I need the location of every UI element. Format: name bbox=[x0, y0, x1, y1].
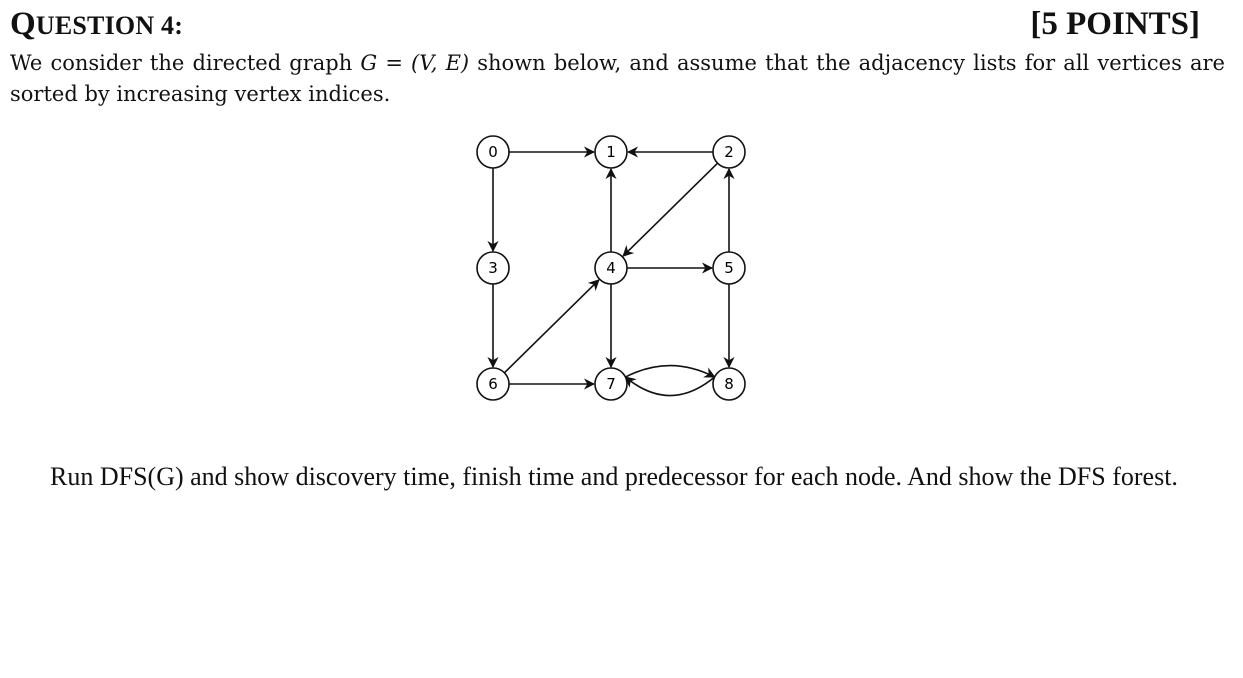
graph-node-4 bbox=[595, 252, 627, 284]
edge-7-to-8 bbox=[625, 366, 714, 378]
graph-node-1 bbox=[595, 136, 627, 168]
graph-node-7 bbox=[595, 368, 627, 400]
question-title-rest: UESTION 4: bbox=[35, 11, 184, 40]
graph-node-6 bbox=[477, 368, 509, 400]
node-label-6: 6 bbox=[488, 375, 498, 393]
question-title-initial: Q bbox=[10, 6, 36, 42]
node-label-4: 4 bbox=[606, 259, 616, 277]
graph-node-0 bbox=[477, 136, 509, 168]
node-label-0: 0 bbox=[488, 143, 498, 161]
edge-6-to-4 bbox=[504, 280, 598, 373]
node-label-7: 7 bbox=[606, 375, 616, 393]
intro-text-2: shown below, and assume that the adjacency lists for all vertices are sorted by increasing vertex indices. bbox=[10, 51, 1225, 106]
edge-2-to-4 bbox=[623, 163, 717, 256]
graph-node-2 bbox=[713, 136, 745, 168]
node-label-1: 1 bbox=[606, 143, 616, 161]
task-instruction: Run DFS(G) and show discovery time, finish time and predecessor for each node. And show the DFS forest. bbox=[50, 462, 1178, 491]
graph-node-8 bbox=[713, 368, 745, 400]
edge-8-to-7 bbox=[625, 377, 714, 395]
node-label-8: 8 bbox=[724, 375, 734, 393]
graph-notation: G = (V, E) bbox=[360, 51, 470, 75]
node-label-3: 3 bbox=[488, 259, 498, 277]
node-label-2: 2 bbox=[724, 143, 734, 161]
node-label-5: 5 bbox=[724, 259, 734, 277]
graph-node-3 bbox=[477, 252, 509, 284]
question-title bbox=[10, 6, 183, 43]
directed-graph bbox=[470, 128, 760, 418]
question-points: [5 POINTS] bbox=[1030, 6, 1200, 42]
graph-node-5 bbox=[713, 252, 745, 284]
intro-text-1: We consider the directed graph bbox=[10, 51, 361, 75]
problem-intro bbox=[10, 48, 1225, 110]
